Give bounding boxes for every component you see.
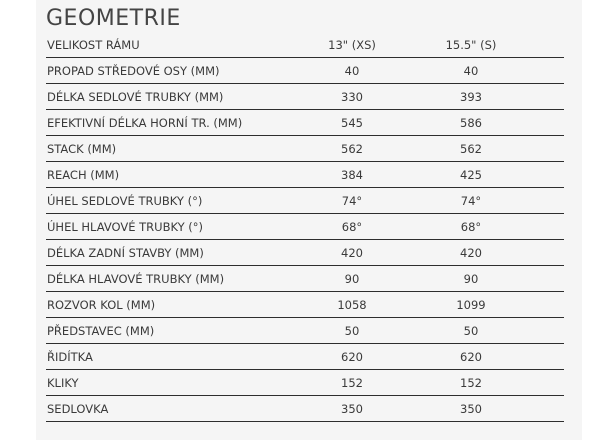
row-label: STACK (MM) [47,141,117,156]
page-title: GEOMETRIE [46,6,181,31]
header-size-xs: 13" (XS) [328,38,376,52]
geometry-table [46,33,564,422]
row-label: DÉLKA HLAVOVÉ TRUBKY (MM) [47,271,225,286]
value-s: 90 [463,271,479,286]
value-s: 425 [460,167,482,182]
table-row [46,240,564,266]
table-row [46,266,564,292]
row-label: ÚHEL HLAVOVÉ TRUBKY (°) [47,219,204,234]
row-label: SEDLOVKA [47,401,109,416]
row-label: PŘEDSTAVEC (MM) [47,323,155,338]
value-s: 74° [460,193,482,208]
table-row [46,214,564,240]
value-xs: 1058 [337,297,367,312]
value-xs: 90 [344,271,360,286]
table-row [46,188,564,214]
table-row [46,344,564,370]
value-xs: 545 [341,115,363,130]
value-xs: 620 [341,349,363,364]
row-label: REACH (MM) [47,167,120,182]
value-xs: 50 [344,323,360,338]
value-s: 620 [460,349,482,364]
table-row [46,84,564,110]
row-label: PROPAD STŘEDOVÉ OSY (MM) [47,63,220,78]
header-size-s: 15.5" (S) [445,38,497,52]
header-label: VELIKOST RÁMU [47,38,140,52]
table-row [46,292,564,318]
table-row [46,396,564,422]
value-s: 68° [460,219,482,234]
value-s: 152 [460,375,482,390]
table-row [46,318,564,344]
value-xs: 350 [341,401,363,416]
value-xs: 40 [344,63,360,78]
value-xs: 74° [341,193,363,208]
value-xs: 152 [341,375,363,390]
value-s: 1099 [456,297,486,312]
table-row [46,110,564,136]
value-xs: 562 [341,141,363,156]
row-label: ŘIDÍTKA [47,349,93,364]
value-s: 40 [463,63,479,78]
table-row [46,136,564,162]
table-header-row [46,33,564,58]
row-label: KLIKY [47,375,79,390]
table-row [46,58,564,84]
row-label: DÉLKA SEDLOVÉ TRUBKY (MM) [47,89,224,104]
value-xs: 68° [341,219,363,234]
value-xs: 420 [341,245,363,260]
row-label: EFEKTIVNÍ DÉLKA HORNÍ TR. (MM) [47,115,243,130]
row-label: ÚHEL SEDLOVÉ TRUBKY (°) [47,193,203,208]
row-label: ROZVOR KOL (MM) [47,297,156,312]
value-s: 393 [460,89,482,104]
value-xs: 330 [341,89,363,104]
value-s: 586 [460,115,482,130]
value-s: 562 [460,141,482,156]
table-row [46,162,564,188]
value-s: 420 [460,245,482,260]
table-row [46,370,564,396]
value-s: 350 [460,401,482,416]
row-label: DÉLKA ZADNÍ STAVBY (MM) [47,245,204,260]
value-xs: 384 [341,167,363,182]
value-s: 50 [463,323,479,338]
